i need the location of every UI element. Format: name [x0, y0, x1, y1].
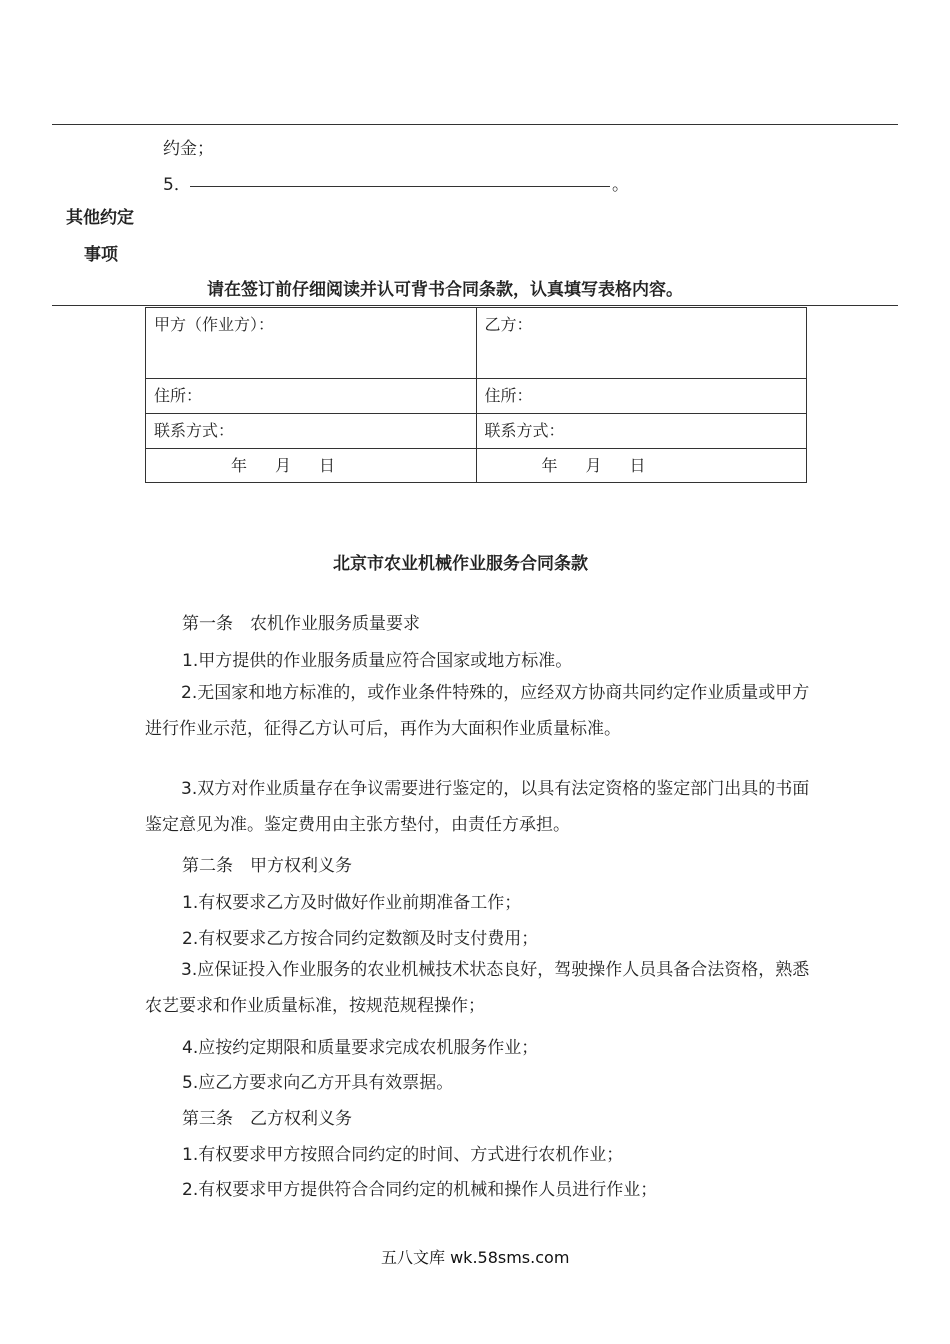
art1-p2: 2.无国家和地方标准的，或作业条件特殊的，应经双方协商共同约定作业质量或甲方进行作业示范，征得乙方认可后，再作为大面积作业质量标准。	[145, 683, 810, 739]
art1-p3: 3.双方对作业质量存在争议需要进行鉴定的，以具有法定资格的鉴定部门出具的书面鉴定意见为准。鉴定费用由主张方垫付，由责任方承担。	[145, 779, 810, 835]
date-day-a: 日	[319, 456, 336, 475]
contact-a-cell: 联系方式：	[146, 414, 477, 449]
notice: 请在签订前仔细阅读并认可背书合同条款，认真填写表格内容。	[207, 280, 683, 300]
art3-p2: 2.有权要求甲方提供符合合同约定的机械和操作人员进行作业；	[182, 1180, 658, 1200]
date-a-cell	[146, 449, 477, 483]
art1-p1: 1.甲方提供的作业服务质量应符合国家或地方标准。	[182, 651, 573, 671]
art2-p3: 3.应保证投入作业服务的农业机械技术状态良好，驾驶操作人员具备合法资格，熟悉农艺要求和作业质量标准，按规范规程操作；	[145, 960, 810, 1016]
top-rule	[52, 124, 898, 125]
art3-heading: 第三条 乙方权利义务	[182, 1109, 352, 1129]
art2-p1: 1.有权要求乙方及时做好作业前期准备工作；	[182, 893, 522, 913]
item5-blank-line	[190, 186, 610, 187]
date-year-b: 年	[541, 456, 558, 475]
terms-title: 北京市农业机械作业服务合同条款	[333, 554, 588, 574]
date-b-cell	[476, 449, 807, 483]
other-matters-label-1: 其他约定	[66, 208, 134, 228]
address-a-cell: 住所：	[146, 379, 477, 414]
art2-p2: 2.有权要求乙方按合同约定数额及时支付费用；	[182, 929, 539, 949]
continued-text: 约金；	[163, 139, 214, 159]
art2-heading: 第二条 甲方权利义务	[182, 856, 352, 876]
party-a-cell: 甲方（作业方）：	[146, 308, 477, 379]
other-matters-label-2: 事项	[84, 245, 118, 265]
signature-table	[145, 307, 807, 483]
art2-p4: 4.应按约定期限和质量要求完成农机服务作业；	[182, 1038, 539, 1058]
date-month-a: 月	[275, 456, 292, 475]
notice-rule	[52, 305, 898, 306]
date-year-a: 年	[231, 456, 248, 475]
party-b-cell: 乙方：	[476, 308, 807, 379]
art3-p1: 1.有权要求甲方按照合同约定的时间、方式进行农机作业；	[182, 1145, 624, 1165]
art2-p5: 5.应乙方要求向乙方开具有效票据。	[182, 1073, 454, 1093]
art1-heading: 第一条 农机作业服务质量要求	[182, 614, 420, 634]
item5-label: 5．	[163, 175, 191, 195]
date-day-b: 日	[629, 456, 646, 475]
address-b-cell: 住所：	[476, 379, 807, 414]
contact-b-cell: 联系方式：	[476, 414, 807, 449]
item5-end: 。	[612, 175, 629, 195]
footer-watermark: 五八文库 wk.58sms.com	[381, 1248, 570, 1267]
date-month-b: 月	[585, 456, 602, 475]
